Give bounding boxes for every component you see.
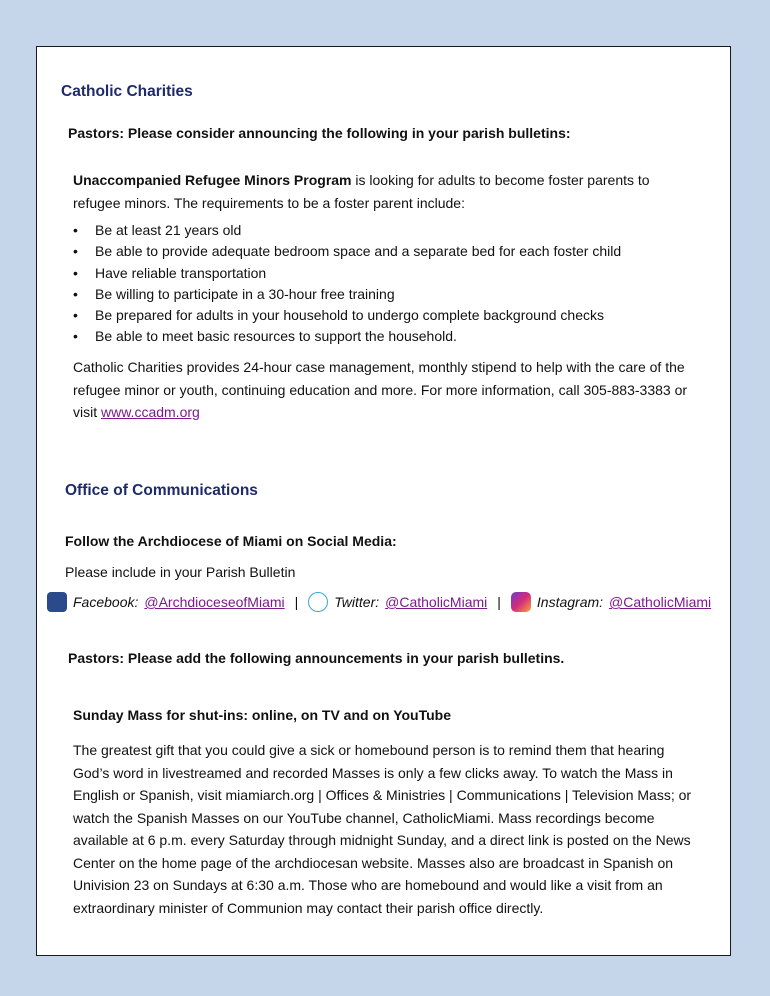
requirement-item: • Be prepared for adults in your household to undergo complete background checks [73,305,713,326]
twitter-handle-link[interactable]: @CatholicMiami [385,594,488,610]
pastors-note-1: Pastors: Please consider announcing the following in your parish bulletins: [68,125,571,141]
program-intro [73,169,693,214]
bulletin-page [36,46,731,956]
twitter-label: Twitter: [334,594,380,610]
instagram-label: Instagram: [536,594,604,610]
twitter-icon [308,592,328,612]
requirement-item: • Have reliable transportation [73,263,713,284]
instagram-handle-link[interactable]: @CatholicMiami [609,594,712,610]
facebook-icon [47,592,67,612]
ccadm-link[interactable]: www.ccadm.org [101,404,200,420]
separator: | [294,594,299,610]
requirement-item: • Be able to provide adequate bedroom space and a separate bed for each foster child [73,241,713,262]
instagram-icon [511,592,531,612]
facebook-handle-link[interactable]: @ArchdioceseofMiami [144,594,285,610]
include-note: Please include in your Parish Bulletin [65,564,296,580]
charities-closing [73,356,688,424]
charities-closing-text: Catholic Charities provides 24-hour case management, monthly stipend to help with the care of the refugee minor or youth, continuing education and more. For more information, call 305-883-3383 or visit [73,359,688,420]
program-name: Unaccompanied Refugee Minors Program [73,172,352,188]
requirement-item: • Be at least 21 years old [73,220,713,241]
program-intro-text: is looking for adults to become foster parents to refugee minors. The requirements to be a foster parent include: [73,172,650,211]
facebook-label: Facebook: [73,594,139,610]
communications-heading: Office of Communications [65,482,258,499]
mass-title: Sunday Mass for shut-ins: online, on TV and on YouTube [73,707,452,723]
pastors-note-2: Pastors: Please add the following announcements in your parish bulletins. [68,650,565,666]
follow-social-heading: Follow the Archdiocese of Miami on Social Media: [65,533,397,549]
catholic-charities-heading: Catholic Charities [61,83,193,100]
requirements-list [73,220,713,348]
social-links [47,592,711,612]
requirement-item: • Be willing to participate in a 30-hour free training [73,284,713,305]
mass-body: The greatest gift that you could give a sick or homebound person is to remind them that hearing God’s word in livestreamed and recorded Masses is only a few clicks away. To watch the Mass in English or Spanish, visit miamiarch.org | Offices & Ministries | Communications | Television Mass; or watch the Spanish Masses on our YouTube channel, CatholicMiami. Mass recordings become available at 6 p.m. every Saturday through midnight Sunday, and a direct link is posted on the News Center on the home page of the archdiocesan website. Masses also are broadcast in Spanish on Univision 23 on Sundays at 6:30 a.m. Those who are homebound and would like a visit from an extraordinary minister of Communion may contact their parish office directly. [73,742,692,916]
requirement-item: • Be able to meet basic resources to support the household. [73,326,713,347]
separator: | [497,594,501,610]
